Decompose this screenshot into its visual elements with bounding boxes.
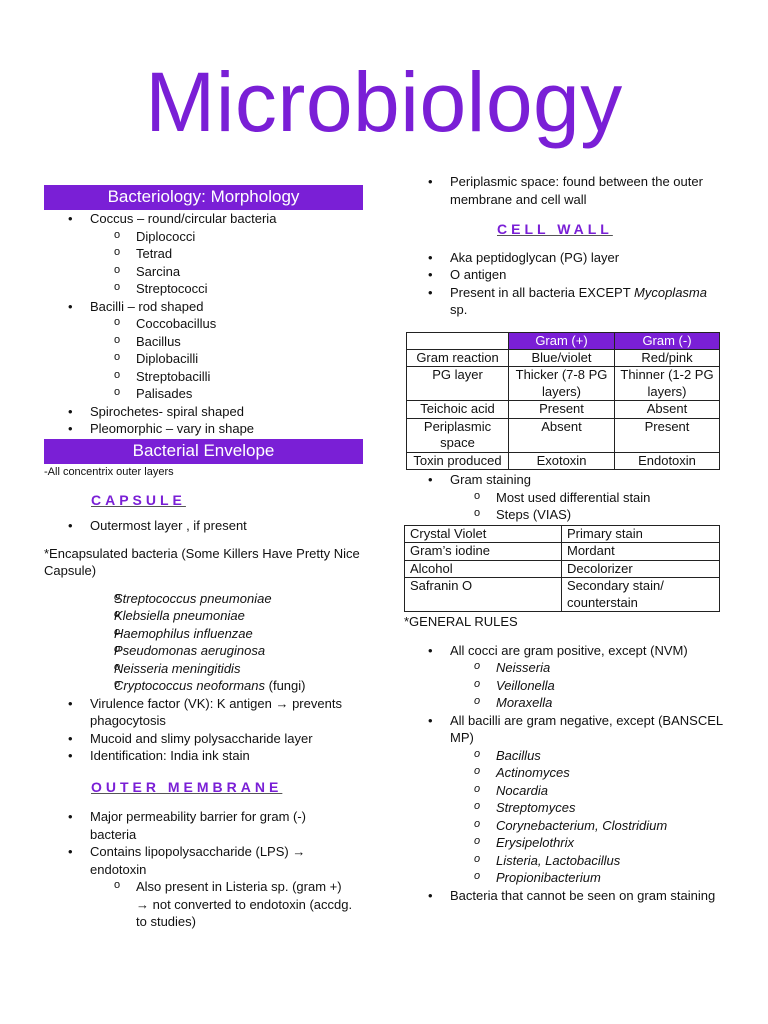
list-item [44, 590, 364, 608]
morphology-list [44, 210, 364, 438]
bacteria-name: Pseudomonas aeruginosa [114, 643, 266, 658]
table-row [407, 418, 720, 452]
list-item: o Streptococci [44, 280, 364, 298]
table-row [405, 578, 720, 612]
list-item: • Aka peptidoglycan (PG) layer [404, 249, 724, 267]
bacteria-name: Klebsiella pneumoniae [114, 608, 245, 623]
outer-membrane-list [44, 808, 354, 931]
table-cell: Primary stain [562, 525, 720, 543]
table-cell: Thinner (1-2 PG layers) [615, 367, 720, 401]
list-item: • Major permeability barrier for gram (-) bacteria [44, 808, 354, 843]
table-header-cell: Gram (+) [509, 332, 615, 349]
list-item: • Pleomorphic – vary in shape [44, 420, 364, 438]
list-item: o Actinomyces [404, 764, 724, 782]
table-cell: Exotoxin [509, 452, 615, 470]
table-row [407, 401, 720, 419]
bacteria-name: Haemophilus influenzae [114, 625, 253, 641]
table-cell: Absent [509, 418, 615, 452]
list-item: • Outermost layer , if present [44, 517, 364, 535]
list-item: • All bacilli are gram negative, except (BANSCEL MP) [404, 712, 724, 747]
table-cell: Safranin O [405, 578, 562, 612]
list-item: • Gram staining [404, 471, 724, 489]
table-header-cell: Gram (-) [615, 332, 720, 349]
table-header-cell [407, 332, 509, 349]
table-cell: Absent [615, 401, 720, 419]
list-item: • Bacteria that cannot be seen on gram staining [404, 887, 724, 905]
list-item: o Streptobacilli [44, 368, 364, 386]
cell-wall-heading: CELL WALL [497, 221, 613, 237]
list-item: o Also present in Listeria sp. (gram +) → not converted to endotoxin (accdg. to studies) [44, 878, 354, 931]
list-item: o Moraxella [404, 694, 724, 712]
table-cell: Gram reaction [407, 349, 509, 367]
capsule-facts-list [44, 695, 364, 765]
mycoplasma-text: Mycoplasma [634, 284, 707, 300]
list-item [44, 660, 364, 678]
present-all-text: Present in all bacteria EXCEPT [450, 284, 635, 300]
page-title: Microbiology [145, 55, 623, 149]
table-cell: Endotoxin [615, 452, 720, 470]
envelope-banner: Bacterial Envelope [44, 439, 363, 464]
list-item: o Erysipelothrix [404, 834, 724, 852]
list-item [44, 625, 364, 643]
list-item: • Identification: India ink stain [44, 747, 364, 765]
list-item: o Neisseria [404, 659, 724, 677]
bacteria-name: Neisseria meningitidis [114, 660, 241, 676]
morphology-banner: Bacteriology: Morphology [44, 185, 363, 210]
table-cell: Toxin produced [407, 452, 509, 470]
table-cell: Decolorizer [562, 560, 720, 578]
table-cell: Red/pink [615, 349, 720, 367]
list-item: o Coccobacillus [44, 315, 364, 333]
list-item: o Sarcina [44, 263, 364, 281]
gram-comparison-table [406, 332, 720, 471]
right-column [404, 173, 724, 904]
list-item: • Mucoid and slimy polysaccharide layer [44, 730, 364, 748]
list-item: • Bacilli – rod shaped [44, 298, 364, 316]
table-row [407, 452, 720, 470]
list-item: o Bacillus [404, 747, 724, 765]
list-item: • Spirochetes- spiral shaped [44, 403, 364, 421]
general-rules-heading: *GENERAL RULES [404, 614, 518, 629]
list-item: o Propionibacterium [404, 869, 724, 887]
fungi-suffix: (fungi) [265, 678, 306, 693]
table-row [407, 349, 720, 367]
list-item: o Streptomyces [404, 799, 724, 817]
list-item: • Contains lipopolysaccharide (LPS) → endotoxin [44, 843, 354, 878]
list-item: o Diplobacilli [44, 350, 364, 368]
table-cell: Mordant [562, 543, 720, 561]
bacteria-name: Cryptococcus neoformans [114, 678, 266, 693]
list-item: o Most used differential stain [404, 489, 724, 507]
left-column [44, 185, 364, 931]
table-cell: Secondary stain/ counterstain [562, 578, 720, 612]
list-item: • Periplasmic space: found between the outer membrane and cell wall [404, 173, 724, 208]
list-item [44, 677, 364, 695]
table-cell: Crystal Violet [405, 525, 562, 543]
encapsulated-note: *Encapsulated bacteria (Some Killers Have Pretty Nice Capsule) [44, 545, 360, 578]
table-cell: PG layer [407, 367, 509, 401]
sp-text: sp. [450, 302, 468, 317]
list-item: o Bacillus [44, 333, 364, 351]
table-cell: Present [615, 418, 720, 452]
list-item [44, 642, 364, 660]
stain-steps-table [404, 525, 720, 613]
general-rules-list [404, 642, 724, 905]
list-item: o Palisades [44, 385, 364, 403]
capsule-bacteria-list [44, 590, 364, 695]
table-row [405, 543, 720, 561]
gram-staining-list [404, 471, 724, 524]
outer-membrane-heading: OUTER MEMBRANE [91, 778, 283, 795]
table-cell: Gram’s iodine [405, 543, 562, 561]
list-item [44, 607, 364, 625]
list-item: • O antigen [404, 266, 724, 284]
periplasmic-list [404, 173, 724, 208]
list-item [404, 284, 724, 319]
capsule-list [44, 517, 364, 535]
table-row [405, 560, 720, 578]
table-cell: Periplasmic space [407, 418, 509, 452]
list-item: • All cocci are gram positive, except (NVM) [404, 642, 724, 660]
list-item: o Steps (VIAS) [404, 506, 724, 524]
table-row [405, 525, 720, 543]
table-cell: Alcohol [405, 560, 562, 578]
list-item: • Coccus – round/circular bacteria [44, 210, 364, 228]
list-item: o Listeria, Lactobacillus [404, 852, 724, 870]
capsule-heading: CAPSULE [91, 491, 186, 508]
table-header-row [407, 332, 720, 349]
table-row [407, 367, 720, 401]
envelope-note: -All concentrix outer layers [44, 465, 174, 478]
table-cell: Teichoic acid [407, 401, 509, 419]
list-item: • Virulence factor (VK): K antigen → prevents phagocytosis [44, 695, 364, 730]
list-item: o Diplococci [44, 228, 364, 246]
table-cell: Thicker (7-8 PG layers) [509, 367, 615, 401]
table-cell: Present [509, 401, 615, 419]
bacteria-name: Streptococcus pneumoniae [114, 590, 272, 606]
cell-wall-list [404, 249, 724, 319]
list-item: o Nocardia [404, 782, 724, 800]
list-item: o Veillonella [404, 677, 724, 695]
list-item: o Corynebacterium, Clostridium [404, 817, 724, 835]
table-cell: Blue/violet [509, 349, 615, 367]
list-item: o Tetrad [44, 245, 364, 263]
